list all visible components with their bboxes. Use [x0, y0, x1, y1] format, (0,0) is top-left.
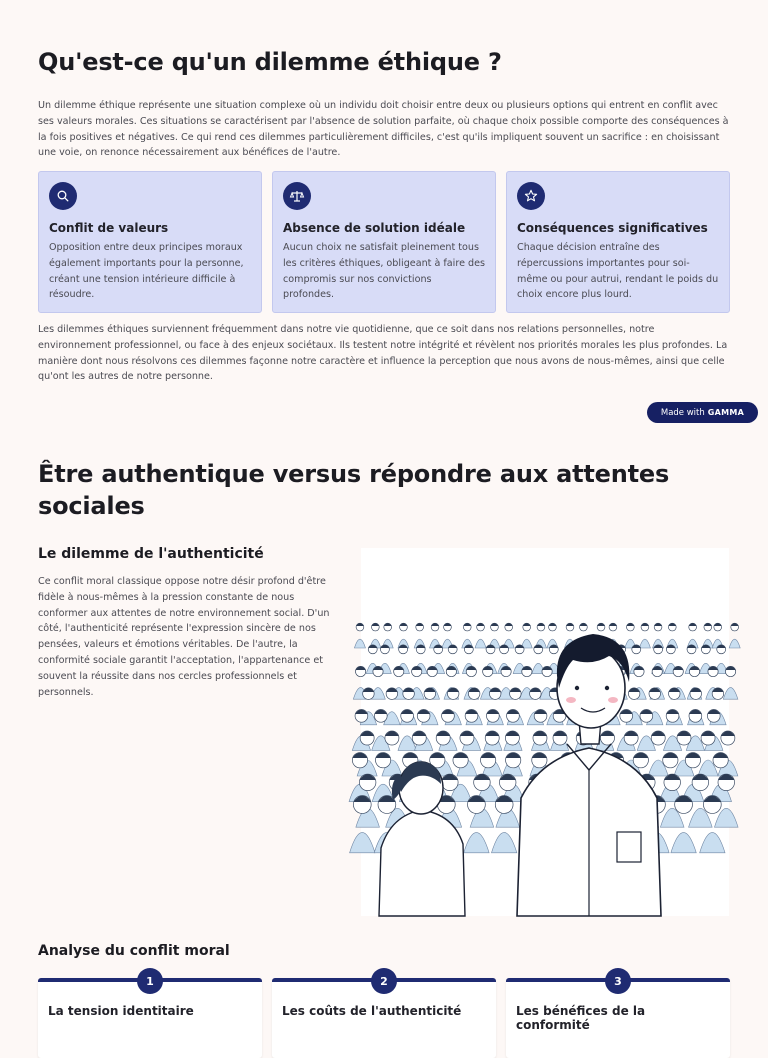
subtitle: Le dilemme de l'authenticité: [38, 546, 264, 562]
step-title: Les coûts de l'authenticité: [282, 1004, 462, 1018]
card-text: Chaque décision entraîne des répercussions importantes pour soi-même ou pour autrui, rendant le poids du choix encore plus lourd.: [517, 242, 719, 301]
step-title: Les bénéfices de la conformité: [516, 1004, 646, 1032]
star-icon: [517, 182, 545, 210]
card-significant-consequences: [506, 171, 730, 313]
card-title: Conflit de valeurs: [49, 221, 169, 235]
card-title: Conséquences significatives: [517, 221, 708, 235]
step-number: 2: [371, 968, 397, 994]
analysis-steps: [38, 974, 730, 1058]
step-number: 1: [137, 968, 163, 994]
gamma-logo: GAMMA: [707, 408, 745, 417]
made-with-gamma-badge[interactable]: [647, 402, 758, 423]
scale-icon: [283, 182, 311, 210]
section-title: Être authentique versus répondre aux attentes sociales: [38, 460, 670, 520]
step-number: 3: [605, 968, 631, 994]
badge-prefix: Made with: [660, 407, 705, 418]
analysis-title: Analyse du conflit moral: [38, 943, 230, 959]
card-title: Absence de solution idéale: [283, 221, 466, 235]
card-no-ideal-solution: [272, 171, 496, 313]
card-text: Aucun choix ne satisfait pleinement tous les critères éthiques, obligeant à faire des compromis sur nos convictions profondes.: [283, 242, 486, 301]
feature-cards: [38, 171, 730, 313]
search-icon: [49, 182, 77, 210]
crowd-illustration: [361, 548, 729, 916]
intro-paragraph: Un dilemme éthique représente une situation complexe où un individu doit choisir entre deux ou plusieurs options qui entrent en conflit avec ses valeurs morales. Ces situations se caractérisent par l'absence de solution parfaite, où chaque choix possible comporte des conséquences à la fois positives et négatives. Ce qui rend ces dilemmes particulièrement difficiles, c'est qu'ils impliquent souvent un sacrifice : en choisissant une voie, on renonce nécessairement aux bénéfices de l'autre.: [38, 100, 729, 159]
outro-paragraph: Les dilemmes éthiques surviennent fréquemment dans notre vie quotidienne, que ce soit dans nos relations personnelles, notre environnement professionnel, ou face à des enjeux sociétaux. Ils testent notre intégrité et révèlent nos priorités morales les plus profondes. La manière dont nous résolvons ces dilemmes façonne notre caractère et influence la perception que nous avons de nous-mêmes, ainsi que celle qu'ont les autres de notre personne.: [38, 324, 728, 383]
step-card: [506, 974, 730, 1058]
step-card: [272, 974, 496, 1058]
authenticity-paragraph: Ce conflit moral classique oppose notre désir profond d'être fidèle à nous-mêmes à la pression constante de nous conformer aux attentes de notre environnement social. D'un côté, l'authenticité représente l'expression sincère de nos pensées, valeurs et émotions véritables. De l'autre, la conformité sociale garantit l'acceptation, l'appartenance et souvent la réussite dans nos cercles professionnels et personnels.: [38, 576, 330, 698]
card-value-conflict: [38, 171, 262, 313]
page-title: Qu'est-ce qu'un dilemme éthique ?: [38, 48, 502, 76]
step-title: La tension identitaire: [48, 1004, 194, 1018]
step-card: [38, 974, 262, 1058]
card-text: Opposition entre deux principes moraux également importants pour la personne, créant une tension intérieure difficile à résoudre.: [49, 242, 244, 301]
